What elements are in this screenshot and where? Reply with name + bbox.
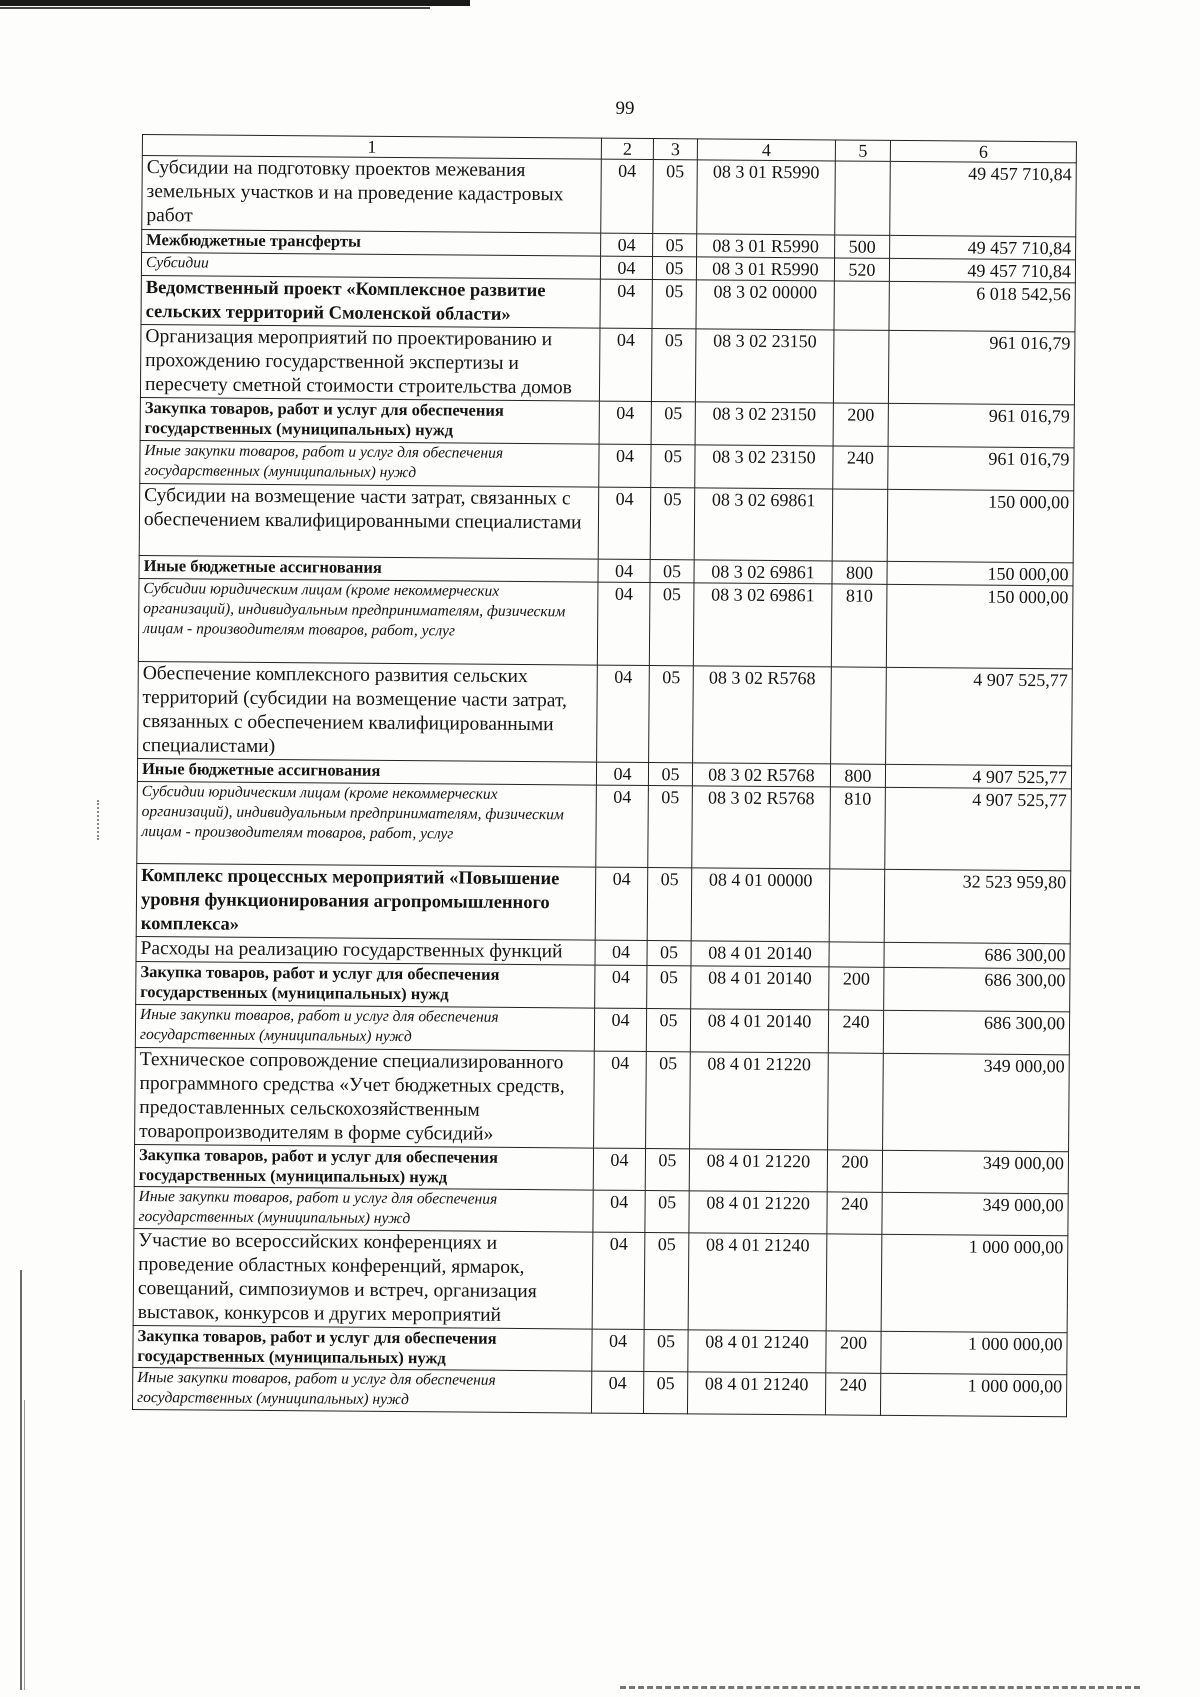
- amount-cell: 49 457 710,84: [890, 161, 1077, 236]
- expense-type-cell: [832, 489, 888, 561]
- target-article-cell: 08 4 01 20140: [691, 941, 829, 967]
- amount-cell: 4 907 525,77: [885, 787, 1072, 870]
- subsection-cell: 05: [653, 160, 698, 234]
- table-row: [139, 483, 1074, 562]
- table-row: [136, 961, 1070, 1011]
- expense-type-cell: 520: [834, 258, 889, 281]
- row-name-cell: Участие во всероссийских конференциях и проведение областных конференций, ярмарок, совещаний, симпозиумов и встреч, организация выставок, конкурсов и других мероприятий: [133, 1228, 593, 1329]
- amount-cell: 961 016,79: [888, 446, 1074, 490]
- subsection-cell: 05: [650, 488, 695, 560]
- amount-cell: 686 300,00: [884, 967, 1070, 1011]
- amount-cell: 6 018 542,56: [889, 281, 1075, 331]
- expense-type-cell: 800: [830, 764, 885, 787]
- section-cell: 04: [600, 256, 652, 279]
- scan-edge-mark: [620, 1683, 1140, 1689]
- section-cell: 04: [594, 1051, 647, 1148]
- section-cell: 04: [592, 1329, 644, 1371]
- row-name-cell: Иные бюджетные ассигнования: [137, 758, 596, 785]
- column-header: 1: [142, 135, 601, 160]
- target-article-cell: 08 4 01 20140: [690, 1009, 828, 1053]
- section-cell: 04: [593, 1190, 645, 1232]
- subsection-cell: 05: [645, 1148, 689, 1190]
- row-name-cell: Иные закупки товаров, работ и услуг для обеспечения государственных (муниципальных) нужд: [132, 1367, 591, 1413]
- table-row: [140, 397, 1074, 447]
- column-header: 6: [890, 140, 1076, 162]
- row-name-cell: Межбюджетные трансферты: [142, 230, 601, 257]
- section-cell: 04: [591, 1371, 643, 1413]
- scan-edge-mark: [24, 1400, 25, 1690]
- section-cell: 04: [596, 762, 648, 785]
- target-article-cell: 08 4 01 00000: [691, 868, 830, 942]
- amount-cell: 49 457 710,84: [889, 258, 1075, 282]
- column-header: 2: [601, 138, 653, 159]
- expense-type-cell: 200: [826, 1331, 881, 1373]
- subsection-cell: 05: [653, 234, 697, 257]
- table-row: [133, 1228, 1068, 1332]
- section-cell: 04: [598, 559, 650, 582]
- subsection-cell: 05: [649, 666, 694, 763]
- expense-type-cell: [826, 1234, 882, 1331]
- row-name-cell: Иные закупки товаров, работ и услуг для обеспечения государственных (муниципальных) нужд: [140, 440, 599, 487]
- subsection-cell: 05: [650, 560, 694, 583]
- amount-cell: 32 523 959,80: [884, 869, 1071, 943]
- amount-cell: 961 016,79: [888, 403, 1074, 447]
- amount-cell: 4 907 525,77: [886, 667, 1073, 765]
- section-cell: 04: [601, 233, 653, 256]
- expense-type-cell: [831, 667, 887, 764]
- subsection-cell: 05: [651, 402, 695, 445]
- subsection-cell: 05: [645, 1190, 689, 1232]
- amount-cell: 1 000 000,00: [881, 1234, 1068, 1332]
- expense-type-cell: 200: [829, 967, 884, 1010]
- amount-cell: 349 000,00: [882, 1150, 1068, 1193]
- expense-type-cell: 500: [835, 235, 890, 258]
- target-article-cell: 08 3 02 00000: [696, 280, 834, 330]
- target-article-cell: 08 4 01 21240: [688, 1330, 826, 1373]
- row-name-cell: Иные бюджетные ассигнования: [139, 555, 598, 582]
- expense-type-cell: [829, 869, 885, 942]
- section-cell: 04: [593, 1148, 645, 1190]
- table-row: [133, 1325, 1067, 1374]
- target-article-cell: 08 3 01 R5990: [697, 234, 835, 258]
- target-article-cell: 08 3 01 R5990: [697, 160, 836, 235]
- section-cell: 04: [597, 582, 650, 665]
- row-name-cell: Субсидии на возмещение части затрат, связанных с обеспечением квалифицированными специалистами: [139, 483, 599, 559]
- expense-type-cell: [833, 330, 889, 403]
- column-header: 4: [697, 139, 835, 161]
- section-cell: 04: [595, 867, 648, 940]
- table-row: [140, 440, 1074, 490]
- amount-cell: 150 000,00: [887, 489, 1074, 562]
- subsection-cell: 05: [646, 1008, 690, 1051]
- subsection-cell: 05: [648, 785, 693, 867]
- budget-table: [132, 134, 1077, 1417]
- table-row: [140, 324, 1075, 404]
- column-header: 5: [835, 140, 890, 161]
- table-row: [135, 1004, 1069, 1054]
- subsection-cell: 05: [644, 1329, 688, 1371]
- subsection-cell: 05: [651, 445, 695, 488]
- section-cell: 04: [596, 785, 649, 867]
- expense-type-cell: 240: [825, 1373, 880, 1415]
- column-header: 3: [653, 139, 697, 160]
- subsection-cell: 05: [647, 867, 692, 940]
- amount-cell: 1 000 000,00: [880, 1373, 1066, 1416]
- table-row: [137, 781, 1072, 870]
- expense-type-cell: 240: [827, 1192, 882, 1234]
- expense-type-cell: [835, 161, 891, 235]
- subsection-cell: 05: [652, 257, 696, 280]
- subsection-cell: 05: [648, 762, 692, 785]
- table-row: [141, 275, 1075, 331]
- scan-edge-mark: [0, 0, 470, 6]
- target-article-cell: 08 3 02 23150: [695, 329, 834, 403]
- amount-cell: 4 907 525,77: [885, 764, 1071, 788]
- scan-edge-mark: [0, 7, 430, 9]
- row-name-cell: Субсидии: [141, 253, 600, 280]
- table-row: [138, 661, 1073, 765]
- target-article-cell: 08 4 01 21240: [688, 1233, 827, 1331]
- row-name-cell: Иные закупки товаров, работ и услуг для обеспечения государственных (муниципальных) нужд: [135, 1004, 594, 1051]
- expense-type-cell: 800: [832, 561, 887, 584]
- expense-type-cell: 240: [833, 446, 888, 489]
- table-row: [134, 1144, 1068, 1193]
- section-cell: 04: [599, 401, 651, 444]
- target-article-cell: 08 3 02 23150: [695, 445, 833, 489]
- subsection-cell: 05: [651, 329, 696, 402]
- table-row: [136, 863, 1071, 943]
- amount-cell: 1 000 000,00: [881, 1331, 1067, 1374]
- row-name-cell: Субсидии юридическим лицам (кроме некоммерческих организаций), индивидуальным предпринимателям, физическим лицам - производителям товаров, работ, услуг: [138, 578, 598, 665]
- amount-cell: 686 300,00: [884, 942, 1070, 968]
- expense-type-cell: 200: [833, 403, 888, 446]
- amount-cell: 961 016,79: [888, 330, 1075, 404]
- expense-type-cell: [829, 942, 884, 967]
- row-name-cell: Организация мероприятий по проектированию и прохождению государственной экспертизы и пересчету сметной стоимости строительства домов: [140, 324, 600, 401]
- table-row: [138, 578, 1073, 668]
- row-name-cell: Иные закупки товаров, работ и услуг для обеспечения государственных (муниципальных) нужд: [134, 1186, 593, 1232]
- expense-type-cell: [834, 281, 889, 330]
- row-name-cell: Субсидии юридическим лицам (кроме некоммерческих организаций), индивидуальным предпринимателям, физическим лицам - производителям товаров, работ, услуг: [137, 781, 597, 867]
- expense-type-cell: [828, 1053, 884, 1150]
- target-article-cell: 08 3 01 R5990: [696, 257, 834, 281]
- target-article-cell: 08 3 02 R5768: [693, 666, 832, 764]
- row-name-cell: Субсидии на подготовку проектов межевания земельных участков и на проведение кадастровых работ: [142, 156, 602, 234]
- target-article-cell: 08 4 01 21220: [689, 1191, 827, 1234]
- row-name-cell: Комплекс процессных мероприятий «Повышение уровня функционирования агропромышленного комплекса»: [136, 863, 596, 940]
- subsection-cell: 05: [644, 1232, 689, 1329]
- amount-cell: 150 000,00: [887, 561, 1073, 585]
- table-row: [135, 1047, 1070, 1151]
- target-article-cell: 08 4 01 20140: [691, 966, 829, 1010]
- expense-type-cell: 200: [827, 1150, 882, 1192]
- section-cell: 04: [600, 279, 652, 328]
- row-name-cell: Закупка товаров, работ и услуг для обеспечения государственных (муниципальных) нужд: [136, 961, 595, 1008]
- page-number: 99: [615, 98, 635, 119]
- section-cell: 04: [592, 1232, 645, 1329]
- expense-type-cell: 810: [831, 584, 887, 667]
- subsection-cell: 05: [643, 1371, 687, 1413]
- row-name-cell: Ведомственный проект «Комплексное развитие сельских территорий Смоленской области»: [141, 275, 600, 328]
- expense-type-cell: 240: [828, 1010, 883, 1053]
- amount-cell: 49 457 710,84: [890, 235, 1076, 259]
- row-name-cell: Обеспечение комплексного развития сельских территорий (субсидии на возмещение части затрат, связанных с обеспечением квалифицированными специалистами): [138, 661, 598, 762]
- section-cell: 04: [601, 159, 654, 233]
- section-cell: 04: [598, 487, 651, 559]
- scan-edge-mark: [20, 1270, 22, 1690]
- subsection-cell: 05: [649, 583, 694, 666]
- section-cell: 04: [597, 665, 650, 762]
- amount-cell: 349 000,00: [882, 1192, 1068, 1235]
- scan-edge-mark: [97, 800, 101, 840]
- amount-cell: 150 000,00: [886, 584, 1073, 668]
- target-article-cell: 08 3 02 69861: [694, 560, 832, 584]
- expense-type-cell: 810: [830, 787, 886, 869]
- section-cell: 04: [599, 444, 651, 487]
- row-name-cell: Расходы на реализацию государственных функций: [136, 936, 595, 965]
- subsection-cell: 05: [652, 280, 696, 329]
- section-cell: 04: [595, 940, 647, 965]
- target-article-cell: 08 3 02 R5768: [692, 786, 831, 869]
- section-cell: 04: [595, 965, 647, 1008]
- table-row: [142, 156, 1077, 237]
- target-article-cell: 08 3 02 69861: [693, 583, 832, 667]
- row-name-cell: Закупка товаров, работ и услуг для обеспечения государственных (муниципальных) нужд: [133, 1325, 592, 1371]
- section-cell: 04: [599, 328, 652, 401]
- subsection-cell: 05: [647, 965, 691, 1008]
- target-article-cell: 08 4 01 21220: [690, 1052, 829, 1150]
- amount-cell: 686 300,00: [883, 1010, 1069, 1054]
- target-article-cell: 08 3 02 R5768: [692, 763, 830, 787]
- row-name-cell: Техническое сопровождение специализированного программного средства «Учет бюджетных средств, предоставленных сельскохозяйственным товаропроизводителям в форме субсидий»: [135, 1047, 595, 1148]
- subsection-cell: 05: [646, 1051, 691, 1148]
- target-article-cell: 08 3 02 23150: [695, 402, 833, 446]
- section-cell: 04: [594, 1008, 646, 1051]
- table-row: [134, 1186, 1068, 1235]
- row-name-cell: Закупка товаров, работ и услуг для обеспечения государственных (муниципальных) нужд: [134, 1144, 593, 1190]
- target-article-cell: 08 3 02 69861: [694, 488, 833, 561]
- subsection-cell: 05: [647, 940, 691, 965]
- table-row: [132, 1367, 1066, 1416]
- row-name-cell: Закупка товаров, работ и услуг для обеспечения государственных (муниципальных) нужд: [140, 397, 599, 444]
- amount-cell: 349 000,00: [883, 1053, 1070, 1151]
- target-article-cell: 08 4 01 21220: [689, 1149, 827, 1192]
- target-article-cell: 08 4 01 21240: [687, 1372, 825, 1415]
